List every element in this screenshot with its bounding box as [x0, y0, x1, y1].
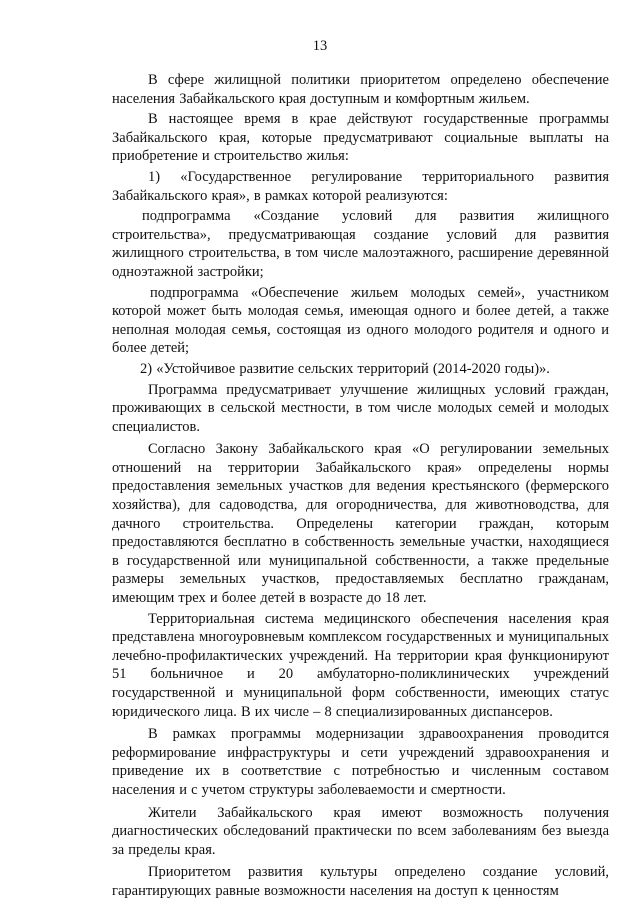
- paragraph-housing-policy: В сфере жилищной политики приоритетом определено обеспечение населения Забайкальского края доступным и комфортным жильем.: [112, 72, 609, 107]
- paragraph-program-1: 1) «Государственное регулирование территориального развития Забайкальского края», в рамках которой реализуются:: [112, 168, 609, 204]
- paragraph-state-programs: В настоящее время в крае действуют государственные программы Забайкальского края, которые предусматривают социальные выплаты на приобретение и строительство жилья:: [112, 111, 609, 165]
- paragraph-subprogram-young-families: подпрограмма «Обеспечение жильем молодых семей», участником которой может быть молодая семья, имеющая одного и более детей, а также неполная молодая семья, состоящая из одного молодого родителя и одного и более детей;: [112, 284, 609, 357]
- paragraph-subprogram-housing-construction: подпрограмма «Создание условий для развития жилищного строительства», предусматривающая создание условий для развития жилищного строительства, в том числе малоэтажного, расширение деревянной одноэтажной застройки;: [112, 208, 609, 280]
- paragraph-culture: Приоритетом развития культуры определено создание условий, гарантирующих равные возможности населения на доступ к ценностям: [112, 864, 609, 899]
- paragraph-medical-system: Территориальная система медицинского обеспечения населения края представлена многоуровневым комплексом государственных и муниципальных лечебно-профилактических учреждений. На территории края функционируют 51 больничное и 20 амбулаторно-поликлинических учреждений государственной и муниципальной форм собственности, имеющих статус юридического лица. В их числе – 8 специализированных диспансеров.: [112, 610, 609, 720]
- page-number: 13: [312, 38, 328, 54]
- paragraph-program-description: Программа предусматривает улучшение жилищных условий граждан, проживающих в сельской местности, в том числе молодых семей и молодых специалистов.: [112, 381, 609, 435]
- paragraph-program-2: 2) «Устойчивое развитие сельских территорий (2014-2020 годы)».: [140, 360, 550, 377]
- paragraph-healthcare-modernization: В рамках программы модернизации здравоохранения проводится реформирование инфраструктуры и сети учреждений здравоохранения и приведение их в соответствие с потребностью и численным составом населения и с учетом структуры заболеваемости и смертности.: [112, 726, 609, 798]
- paragraph-land-law: Согласно Закону Забайкальского края «О регулировании земельных отношений на территории Забайкальского края» определены нормы предоставления земельных участков для ведения крестьянского (фермерского хозяйства), для садоводства, для огородничества, для животноводства, для дачного строительства. Определены категории граждан, которым предоставляются бесплатно в собственность земельные участки, находящиеся в государственной или муниципальной собственности, а также предельные размеры земельных участков, предоставляемых бесплатно гражданам, имеющим трех и более детей в возрасте до 18 лет.: [112, 441, 609, 607]
- paragraph-diagnostics: Жители Забайкальского края имеют возможность получения диагностических обследований практически по всем заболеваниям без выезда за пределы края.: [112, 804, 609, 858]
- document-body: [112, 71, 609, 903]
